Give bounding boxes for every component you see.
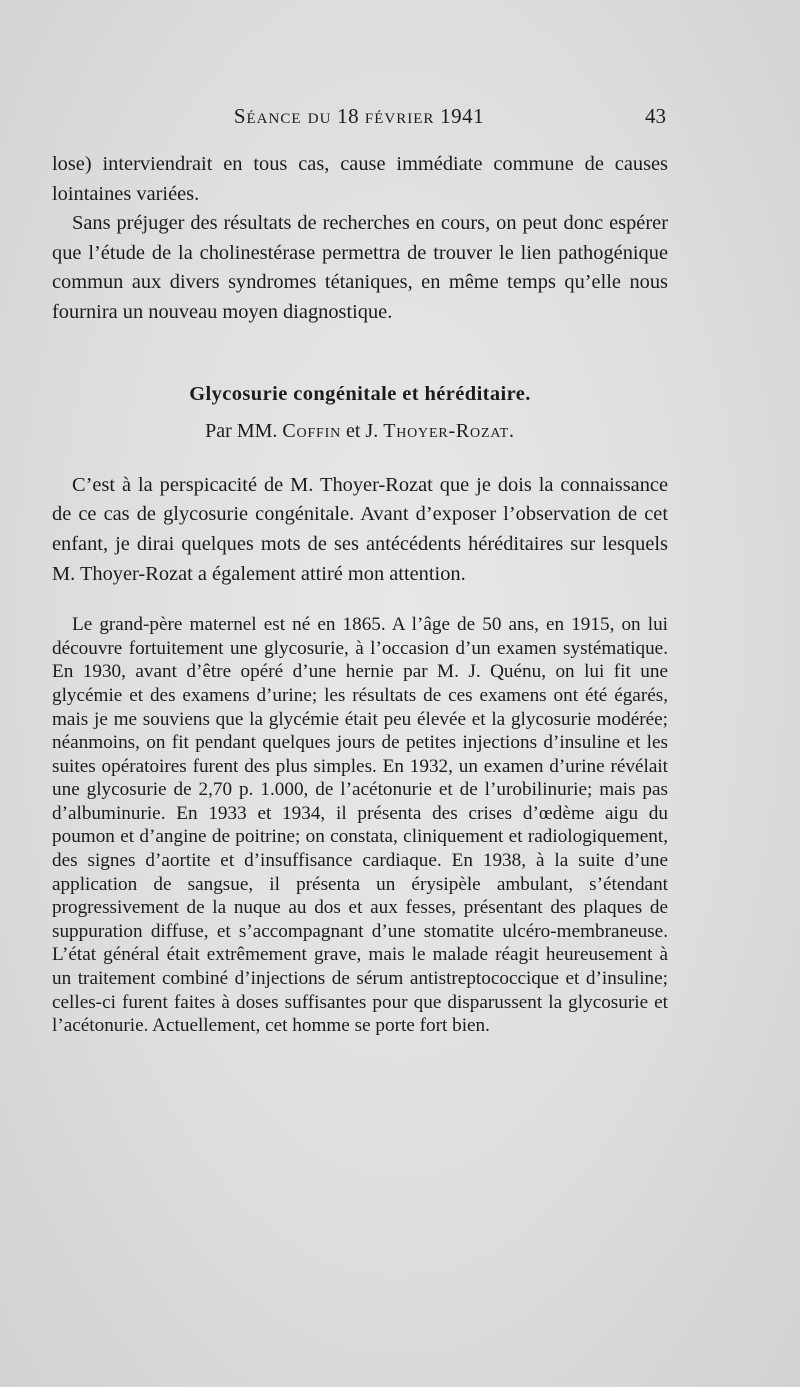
page-number: 43: [645, 104, 666, 128]
running-head: [52, 104, 666, 129]
byline-prefix: Par MM.: [205, 420, 278, 443]
author-thoyer-rozat: Thoyer-Rozat.: [383, 420, 515, 443]
paragraph-cholinesterase: Sans préjuger des résultats de recherches en cours, on peut donc espérer que l’étude de la cholinestérase permettra de trouver le lien pathogénique commun aux divers syndromes tétaniques, en même temps qu’elle nous fournira un nouveau moyen diagnostique.: [52, 212, 668, 323]
byline-spacer: [52, 447, 668, 471]
page-header: [52, 104, 666, 132]
paragraph-grandfather-history: Le grand-père maternel est né en 1865. A l’âge de 50 ans, en 1915, on lui découvre fortuitement une glycosurie, à l’occasion d’un examen systématique. En 1930, avant d’être opéré d’une hernie par M. J. Quénu, on lui fit une glycémie et des examens d’urine; les résultats de ces examens ont été égarés, mais je me souviens que la glycémie était peu élevée et la glycosurie modérée; néanmoins, on fit pendant quelques jours de petites injections d’insuline et les suites opératoires furent des plus simples. En 1932, un examen d’urine révélait une glycosurie de 2,70 p. 1.000, de l’acétonurie et de l’urobilinurie; mais pas d’albuminurie. En 1933 et 1934, il présenta des crises d’œdème aigu du poumon et d’angine de poitrine; on constata, cliniquement et radiologiquement, des signes d’aortite et d’insuffisance cardiaque. En 1938, à la suite d’une application de sangsue, il présenta un érysipèle ambulant, s’étendant progressivement de la nuque au dos et aux fesses, présentant des plaques de suppuration diffuse, et s’accompagnant d’une stomatite ulcéro-membraneuse. L’état général était extrêmement grave, mais le malade réagit heureusement à un traitement combiné d’injections de sérum antistreptococcique et d’insuline; celles-ci furent faites à doses suffisantes pour que disparussent la glycosurie et l’acétonurie. Actuellement, cet homme se porte fort bien.: [52, 614, 668, 1037]
running-head-day: 18: [337, 104, 360, 128]
running-head-year: 1941: [440, 104, 485, 128]
running-head-month: février: [364, 104, 435, 128]
section-spacer: [52, 328, 668, 380]
paragraph-spacer: [52, 589, 668, 613]
article-byline: [52, 417, 668, 447]
paragraph-introduction: C’est à la perspicacité de M. Thoyer-Rozat que je dois la connaissance de ce cas de glycosurie congénitale. Avant d’exposer l’observation de cet enfant, je dirai quelques mots de ses antécédents héréditaires sur lesquels M. Thoyer-Rozat a également attiré mon attention.: [52, 473, 668, 585]
article-title: Glycosurie congénitale et héréditaire.: [189, 382, 531, 405]
running-head-prefix: Séance du: [233, 104, 332, 128]
title-spacer: [52, 409, 668, 417]
byline-conjunction: et J.: [346, 420, 379, 443]
page-body: [52, 150, 668, 1038]
paragraph-continued: lose) interviendrait en tous cas, cause immédiate commune de causes lointaines variées.: [52, 153, 668, 205]
author-coffin: Coffin: [282, 420, 341, 443]
